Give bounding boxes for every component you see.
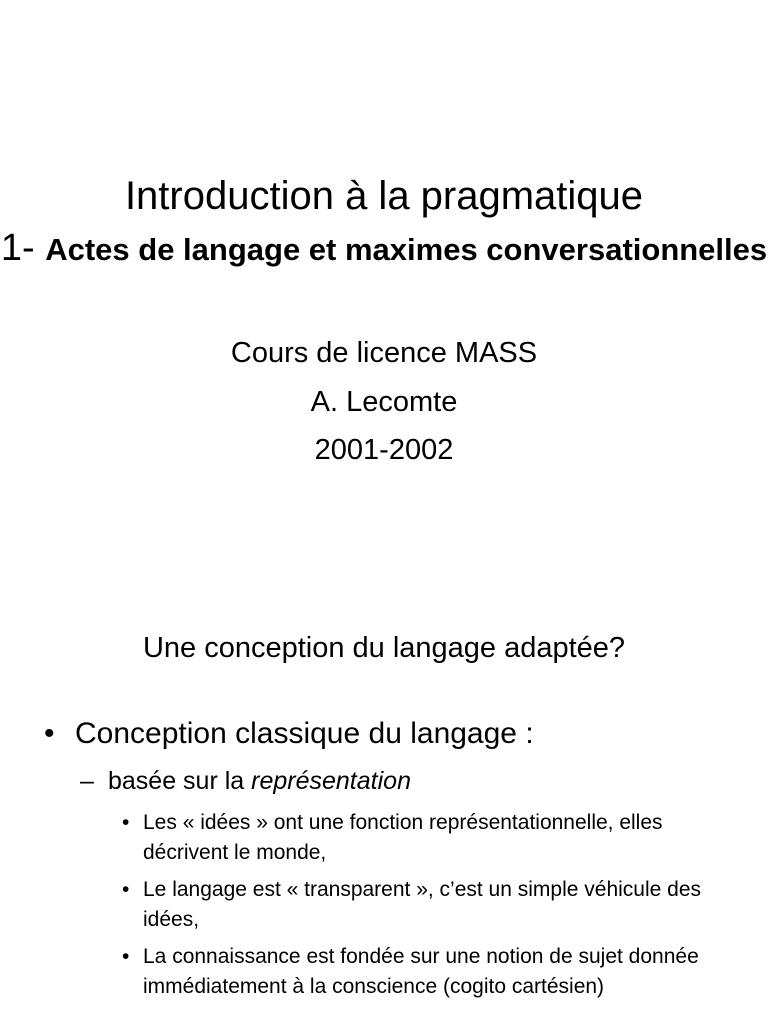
bullet-icon: • — [122, 878, 130, 901]
bullet-level1 — [44, 716, 534, 752]
list-item-text: Les « idées » ont une fonction représentationnelle, elles décrivent le monde, — [143, 811, 663, 864]
dash-icon: – — [80, 767, 94, 795]
content-slide — [0, 560, 768, 1024]
list-item — [122, 942, 732, 1002]
subtitle-text: Actes de langage et maximes conversationnelles — [45, 232, 768, 267]
list-item — [122, 808, 732, 868]
bullet-icon: • — [122, 811, 130, 834]
bullet-level2-italic: représentation — [251, 767, 411, 795]
bullet-icon: • — [44, 717, 55, 750]
slide-title: Introduction à la pragmatique — [124, 174, 644, 218]
academic-years: 2001-2002 — [314, 434, 454, 466]
bullet-level2-prefix: basée sur la — [108, 767, 252, 795]
subtitle-number: 1- — [0, 227, 46, 269]
bullet-icon: • — [122, 945, 130, 968]
slide-subtitle — [0, 226, 768, 278]
list-item-text: La connaissance est fondée sur une notion de sujet donnée immédiatement à la conscience (cogito cartésien) — [143, 945, 699, 998]
list-item — [122, 875, 732, 935]
author-name: A. Lecomte — [310, 386, 458, 418]
bullet-level1-text: Conception classique du langage : — [75, 717, 534, 750]
slide2-title: Une conception du langage adaptée? — [142, 632, 626, 664]
list-item-text: Le langage est « transparent », c’est un simple véhicule des idées, — [143, 878, 702, 931]
bullet-level2 — [80, 765, 411, 797]
course-name: Cours de licence MASS — [230, 337, 538, 369]
